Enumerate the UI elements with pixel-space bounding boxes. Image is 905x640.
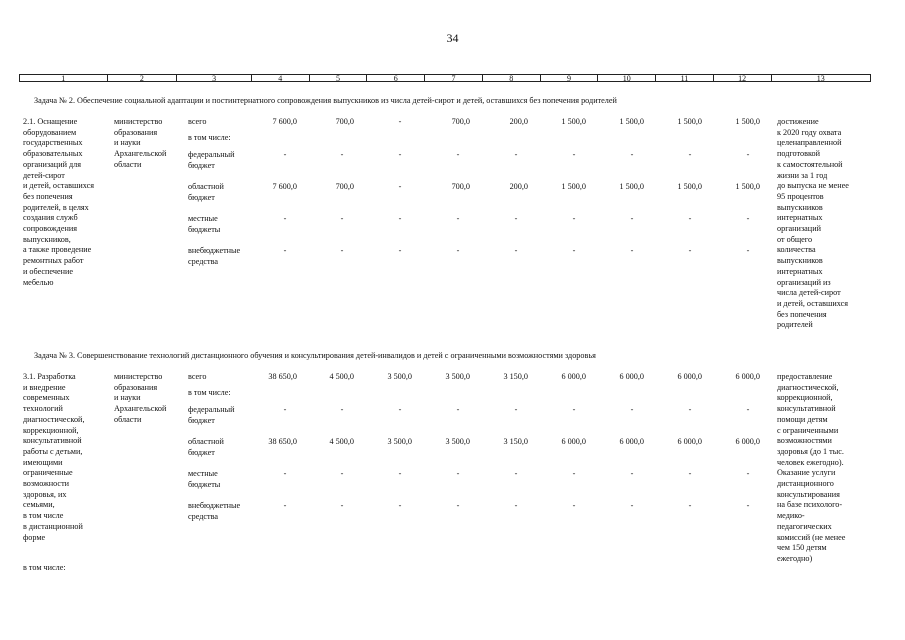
header-col-11: 11 (656, 75, 714, 81)
funding-value: - (514, 150, 518, 159)
funding-value: 3 500,0 (387, 372, 412, 381)
funding-value: 6 000,0 (677, 372, 702, 381)
funding-value: - (514, 469, 518, 478)
funding-value: - (746, 150, 750, 159)
funding-value: - (398, 501, 402, 510)
header-col-12: 12 (714, 75, 772, 81)
funding-value: - (688, 469, 692, 478)
funding-value: 6 000,0 (735, 372, 760, 381)
funding-value: - (340, 246, 344, 255)
table-header-row (19, 74, 871, 82)
funding-value: - (456, 501, 460, 510)
funding-value: - (283, 469, 287, 478)
funding-value: 700,0 (335, 182, 354, 191)
funding-value: - (514, 501, 518, 510)
funding-value: 6 000,0 (561, 372, 586, 381)
funding-value: 6 000,0 (619, 437, 644, 446)
funding-value: 700,0 (451, 182, 470, 191)
funding-value: 1 500,0 (735, 182, 760, 191)
funding-value: - (340, 469, 344, 478)
funding-source: в том числе: (188, 388, 231, 397)
funding-value: - (398, 469, 402, 478)
funding-value: - (746, 246, 750, 255)
funding-value: - (572, 501, 576, 510)
funding-value: - (572, 405, 576, 414)
funding-value: 1 500,0 (735, 117, 760, 126)
task-2-executor: министерство образования и науки Архангельской области (114, 117, 167, 169)
funding-value: - (456, 405, 460, 414)
funding-value: - (514, 246, 518, 255)
funding-value: 200,0 (509, 117, 528, 126)
funding-value: - (688, 246, 692, 255)
funding-source: внебюджетные средства (188, 501, 241, 521)
task-2-result: достижение к 2020 году охвата целенаправленной подготовкой к самостоятельной жизни за 1 год до выпуска не менее 95 процентов выпускников интернатных организаций от общего количества выпускников интернатных организаций из числа детей-сирот и детей, оставшихся без попечения родителей (777, 117, 849, 330)
funding-source: областной бюджет (188, 182, 224, 202)
funding-source: всего (188, 117, 207, 126)
funding-value: 1 500,0 (677, 182, 702, 191)
funding-value: - (572, 214, 576, 223)
funding-value: - (283, 214, 287, 223)
funding-value: - (398, 214, 402, 223)
funding-value: 700,0 (451, 117, 470, 126)
funding-value: - (746, 501, 750, 510)
funding-value: - (340, 501, 344, 510)
funding-value: 6 000,0 (619, 372, 644, 381)
funding-value: 1 500,0 (561, 182, 586, 191)
task-2-title: Задача № 2. Обеспечение социальной адаптации и постинтернатного сопровождения выпускников из числа детей-сирот и детей, оставшихся без попечения родителей (34, 96, 617, 105)
funding-value: 3 150,0 (503, 437, 528, 446)
funding-source: местные бюджеты (188, 469, 221, 489)
funding-value: - (572, 246, 576, 255)
funding-value: - (688, 214, 692, 223)
funding-value: - (340, 214, 344, 223)
task-3-measure: 3.1. Разработка и внедрение современных технологий диагностической, коррекционной, консультативной работы с детьми, имеющими ограниченные возможности здоровья, их семьями, в том числе в дистанционной форме (23, 372, 85, 542)
funding-value: - (456, 214, 460, 223)
funding-value: - (283, 405, 287, 414)
funding-value: - (630, 150, 634, 159)
funding-value: 6 000,0 (735, 437, 760, 446)
funding-value: - (630, 501, 634, 510)
task-3-title: Задача № 3. Совершенствование технологий дистанционного обучения и консультирования детей-инвалидов и детей с ограниченными возможностями здоровья (34, 351, 596, 360)
header-col-8: 8 (483, 75, 541, 81)
funding-value: 1 500,0 (619, 182, 644, 191)
funding-value: - (630, 469, 634, 478)
funding-value: - (398, 150, 402, 159)
funding-value: - (688, 501, 692, 510)
funding-value: - (572, 469, 576, 478)
header-col-4: 4 (252, 75, 310, 81)
funding-value: 4 500,0 (329, 437, 354, 446)
funding-value: - (456, 246, 460, 255)
funding-source: внебюджетные средства (188, 246, 241, 266)
funding-source: местные бюджеты (188, 214, 221, 234)
funding-value: 4 500,0 (329, 372, 354, 381)
task-2-measure: 2.1. Оснащение оборудованием государственных образовательных организаций для детей-сирот и детей, оставшихся без попечения родителей, в целях создания служб сопровождения выпускников, а также проведение ремонтных работ и обеспечение мебелью (23, 117, 94, 287)
header-col-13: 13 (816, 74, 825, 83)
funding-value: 1 500,0 (619, 117, 644, 126)
funding-value: - (514, 405, 518, 414)
funding-value: - (688, 405, 692, 414)
funding-source: федеральный бюджет (188, 405, 235, 425)
header-col-3: 3 (177, 75, 252, 81)
funding-value: - (398, 182, 402, 191)
funding-value: 1 500,0 (677, 117, 702, 126)
funding-value: - (398, 117, 402, 126)
funding-value: 7 600,0 (272, 182, 297, 191)
funding-value: 7 600,0 (272, 117, 297, 126)
funding-value: 3 500,0 (445, 372, 470, 381)
funding-value: 3 500,0 (445, 437, 470, 446)
funding-value: 38 650,0 (268, 372, 297, 381)
header-col-9: 9 (541, 75, 599, 81)
funding-source: федеральный бюджет (188, 150, 235, 170)
header-col-10: 10 (598, 75, 656, 81)
funding-value: 38 650,0 (268, 437, 297, 446)
funding-value: - (340, 150, 344, 159)
funding-value: - (572, 150, 576, 159)
funding-value: 3 500,0 (387, 437, 412, 446)
funding-value: - (283, 150, 287, 159)
task-3-executor: министерство образования и науки Архангельской области (114, 372, 167, 424)
funding-value: - (746, 405, 750, 414)
funding-value: - (283, 246, 287, 255)
funding-value: - (630, 214, 634, 223)
funding-value: - (283, 501, 287, 510)
funding-value: - (398, 405, 402, 414)
funding-value: - (514, 214, 518, 223)
funding-value: - (340, 405, 344, 414)
footer-label: в том числе: (23, 563, 66, 572)
funding-value: 700,0 (335, 117, 354, 126)
page-number: 34 (446, 31, 459, 45)
funding-value: 1 500,0 (561, 117, 586, 126)
funding-value: - (398, 246, 402, 255)
funding-value: - (630, 246, 634, 255)
header-col-1: 1 (20, 75, 108, 81)
funding-value: 6 000,0 (561, 437, 586, 446)
funding-value: - (688, 150, 692, 159)
header-col-5: 5 (310, 75, 368, 81)
funding-value: - (746, 214, 750, 223)
funding-value: 200,0 (509, 182, 528, 191)
funding-value: 6 000,0 (677, 437, 702, 446)
header-col-6: 6 (367, 75, 425, 81)
funding-source: в том числе: (188, 133, 231, 142)
funding-source: областной бюджет (188, 437, 224, 457)
header-col-2: 2 (108, 75, 178, 81)
funding-value: - (456, 150, 460, 159)
funding-value: - (456, 469, 460, 478)
funding-value: - (746, 469, 750, 478)
task-3-result: предоставление диагностической, коррекционной, консультативной помощи детям с ограниченными возможностями здоровья (до 1 тыс. человек ежегодно). Оказание услуги дистанционного консультирования на базе психолого- медико- педагогических комиссий (не менее чем 150 детям ежегодно) (777, 372, 846, 563)
funding-source: всего (188, 372, 207, 381)
funding-value: - (630, 405, 634, 414)
header-col-7: 7 (425, 75, 483, 81)
funding-value: 3 150,0 (503, 372, 528, 381)
